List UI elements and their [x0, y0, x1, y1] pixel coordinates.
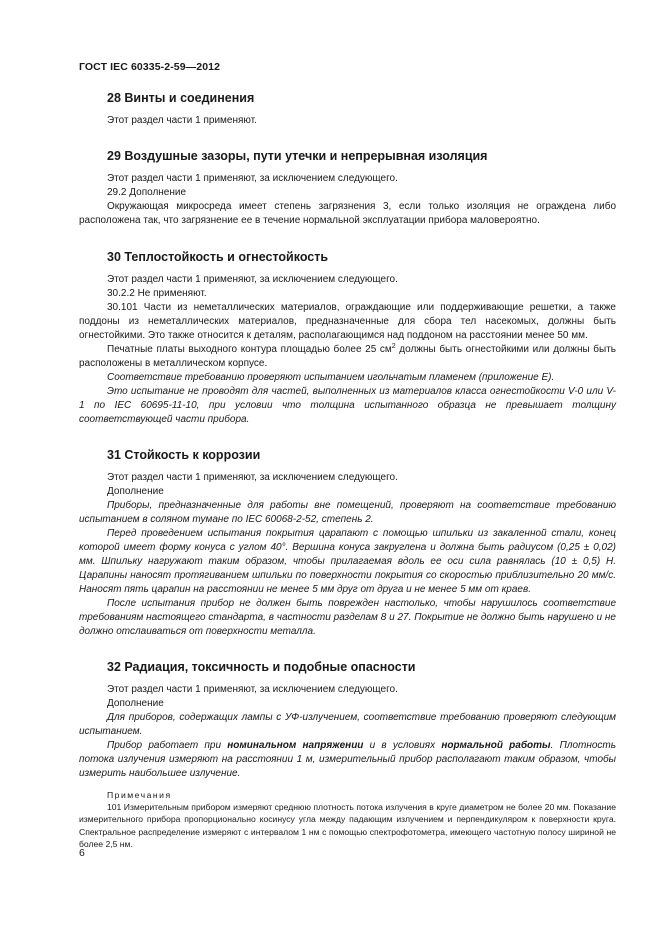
section-28-heading: 28 Винты и соединения	[107, 91, 255, 105]
section-30-exception: Это испытание не проводят для частей, выполненных из материалов класса огнестойкости V-0 или V-1 по IEC 60695-11-10, при условии что толщина испытанного образца не превышает толщину соответствующей части прибора.	[79, 386, 616, 425]
section-31-text-2: Дополнение	[107, 486, 164, 497]
page-number: 6	[79, 847, 85, 859]
page-content	[79, 90, 616, 851]
section-30-heading: 30 Теплостойкость и огнестойкость	[107, 250, 329, 264]
section-32-text-1: Этот раздел части 1 применяют, за исключением следующего.	[107, 684, 398, 695]
section-32-text-4c: и в условиях	[363, 740, 442, 751]
superscript: 2	[391, 343, 396, 350]
section-31-text-1: Этот раздел части 1 применяют, за исключением следующего.	[107, 472, 398, 483]
section-32-text-3: Для приборов, содержащих лампы с УФ-излучением, соответствие требованию проверяют следующим испытанием.	[79, 712, 616, 737]
section-32-text-4	[79, 739, 616, 781]
section-32-heading: 32 Радиация, токсичность и подобные опасности	[107, 660, 416, 674]
notes-title: Примечания	[107, 790, 172, 800]
section-32-text-4d: . Плотность потока излучения измеряют на расстоянии 1 м, измерительный прибор располагают таким образом, чтобы измерить наибольшее излучение.	[79, 740, 617, 779]
section-31-heading: 31 Стойкость к коррозии	[107, 448, 261, 462]
section-28-text: Этот раздел части 1 применяют.	[107, 115, 257, 126]
section-32-text-2: Дополнение	[107, 698, 164, 709]
section-32-text-4a: Прибор работает при	[107, 740, 228, 751]
section-30-text-4b: должны быть огнестойкими или должны быть расположены в металлическом корпусе.	[79, 344, 616, 369]
section-29-text-2: 29.2 Дополнение	[107, 187, 187, 198]
section-31-text-4: Перед проведением испытания покрытия царапают с помощью шпильки из закаленной стали, конец которой имеет форму конуса с углом 40°. Вершина конуса закруглена и должна быть радиусом (0,25 ± 0,02) мм. Шпильку нагружают таким образом, чтобы прилагаемая вдоль ее оси сила равнялась (10 ± 0,5) Н. Царапины наносят протягиванием шпильки по поверхности покрытия со скоростью приблизительно 20 мм/с. Наносят пять царапин на расстоянии не менее 5 мм друг от друга и не менее 5 мм от краев.	[79, 528, 616, 595]
section-30-compliance: Соответствие требованию проверяют испытанием игольчатым пламенем (приложение Е).	[107, 372, 555, 383]
section-29-text-1: Этот раздел части 1 применяют, за исключением следующего.	[107, 173, 398, 184]
section-30-text-4a: Печатные платы выходного контура площадью более 25 см	[107, 344, 392, 355]
section-30-text-3: 30.101 Части из неметаллических материалов, ограждающие или поддерживающие решетки, а также поддоны из неметаллических материалов, предназначенные для сбора тел насекомых, должны быть огнестойкими. Это также относится к деталям, располагающимся над поддоном на расстоянии менее 50 мм.	[79, 302, 616, 341]
section-30-text-1: Этот раздел части 1 применяют, за исключением следующего.	[107, 274, 398, 285]
section-31-text-5: После испытания прибор не должен быть поврежден настолько, чтобы нарушилось соответствие требованиям настоящего стандарта, в частности разделам 8 и 27. Покрытие не должно быть нарушено и не должно отслаиваться от поверхности металла.	[79, 598, 616, 637]
section-30-text-4	[79, 343, 616, 371]
term-normal-operation: нормальной работы	[441, 740, 551, 751]
section-29-text-3: Окружающая микросреда имеет степень загрязнения 3, если только изоляция не ограждена либо расположена так, что загрязнение ее в течение нормальной эксплуатации прибора маловероятно.	[79, 201, 616, 226]
section-29-heading: 29 Воздушные зазоры, пути утечки и непрерывная изоляция	[107, 149, 488, 163]
note-101: 101 Измерительным прибором измеряют среднюю плотность потока излучения в круге диаметром не более 20 мм. Показание измерительного прибора пропорционально косинусу угла между падающим излучением и перпендикуляром к поверхности круга. Спектральное распределение измеряют с интервалом 1 нм с помощью спектрофотометра, имеющего частотную полосу шириной не более 2,5 нм.	[79, 802, 616, 850]
document-id: ГОСТ IEC 60335-2-59—2012	[79, 61, 221, 73]
section-31-text-3: Приборы, предназначенные для работы вне помещений, проверяют на соответствие требованию испытанием в соляном тумане по IEC 60068-2-52, степень 2.	[79, 500, 616, 525]
section-30-text-2: 30.2.2 Не применяют.	[107, 288, 207, 299]
term-rated-voltage: номинальном напряжении	[227, 740, 364, 751]
